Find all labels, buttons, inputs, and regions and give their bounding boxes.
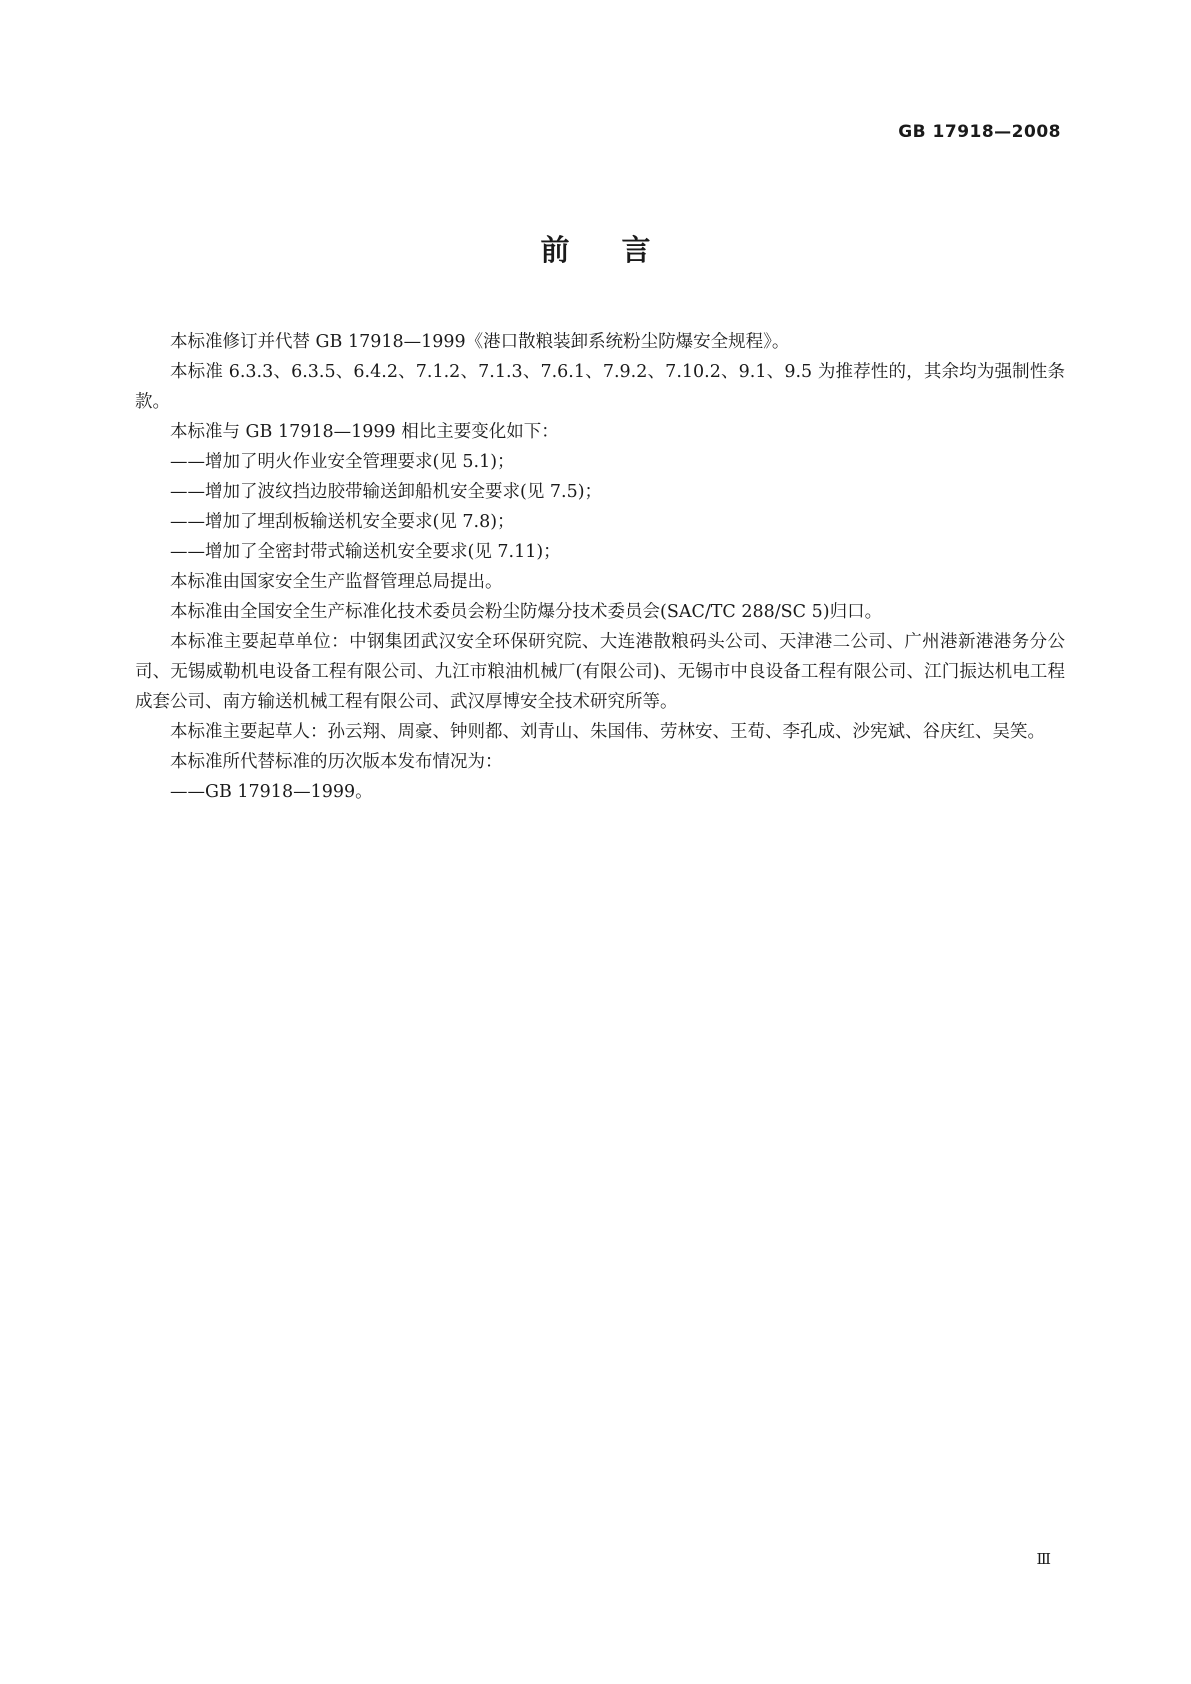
standard-code-header: GB 17918—2008 (898, 122, 1061, 142)
paragraph-drafters: 本标准主要起草人：孙云翔、周豪、钟则都、刘青山、朱国伟、劳林安、王荀、李孔成、沙宪斌、谷庆红、吴笑。 (170, 722, 1045, 742)
foreword-body (135, 327, 1065, 807)
page-title: 前言 (540, 233, 703, 267)
paragraph-proposed-by: 本标准由国家安全生产监督管理总局提出。 (170, 572, 503, 592)
paragraph-drafting-units: 本标准主要起草单位：中钢集团武汉安全环保研究院、大连港散粮码头公司、天津港二公司、广州港新港港务分公司、无锡威勒机电设备工程有限公司、九江市粮油机械厂(有限公司)、无锡市中良设备工程有限公司、江门振达机电工程成套公司、南方输送机械工程有限公司、武汉厚博安全技术研究所等。 (135, 632, 1065, 712)
paragraph-main-changes: 本标准与 GB 17918—1999 相比主要变化如下： (170, 422, 559, 442)
change-item-sealed-belt-conveyor: ——增加了全密封带式输送机安全要求(见 7.11)； (170, 542, 561, 562)
paragraph-recommended-clauses: 本标准 6.3.3、6.3.5、6.4.2、7.1.2、7.1.3、7.6.1、7.9.2、7.10.2、9.1、9.5 为推荐性的，其余均为强制性条款。 (135, 362, 1065, 412)
paragraph-replaces-standard: 本标准修订并代替 GB 17918—1999《港口散粮装卸系统粉尘防爆安全规程》。 (170, 332, 790, 352)
previous-edition-item: ——GB 17918—1999。 (170, 782, 373, 802)
page-number: Ⅲ (1036, 1550, 1051, 1568)
change-item-scraper-conveyor: ——增加了埋刮板输送机安全要求(见 7.8)； (170, 512, 515, 532)
paragraph-previous-editions: 本标准所代替标准的历次版本发布情况为： (170, 752, 503, 772)
change-item-open-fire: ——增加了明火作业安全管理要求(见 5.1)； (170, 452, 515, 472)
change-item-ship-unloader: ——增加了波纹挡边胶带输送卸船机安全要求(见 7.5)； (170, 482, 603, 502)
paragraph-centralized-by: 本标准由全国安全生产标准化技术委员会粉尘防爆分技术委员会(SAC/TC 288/SC 5)归口。 (170, 602, 883, 622)
